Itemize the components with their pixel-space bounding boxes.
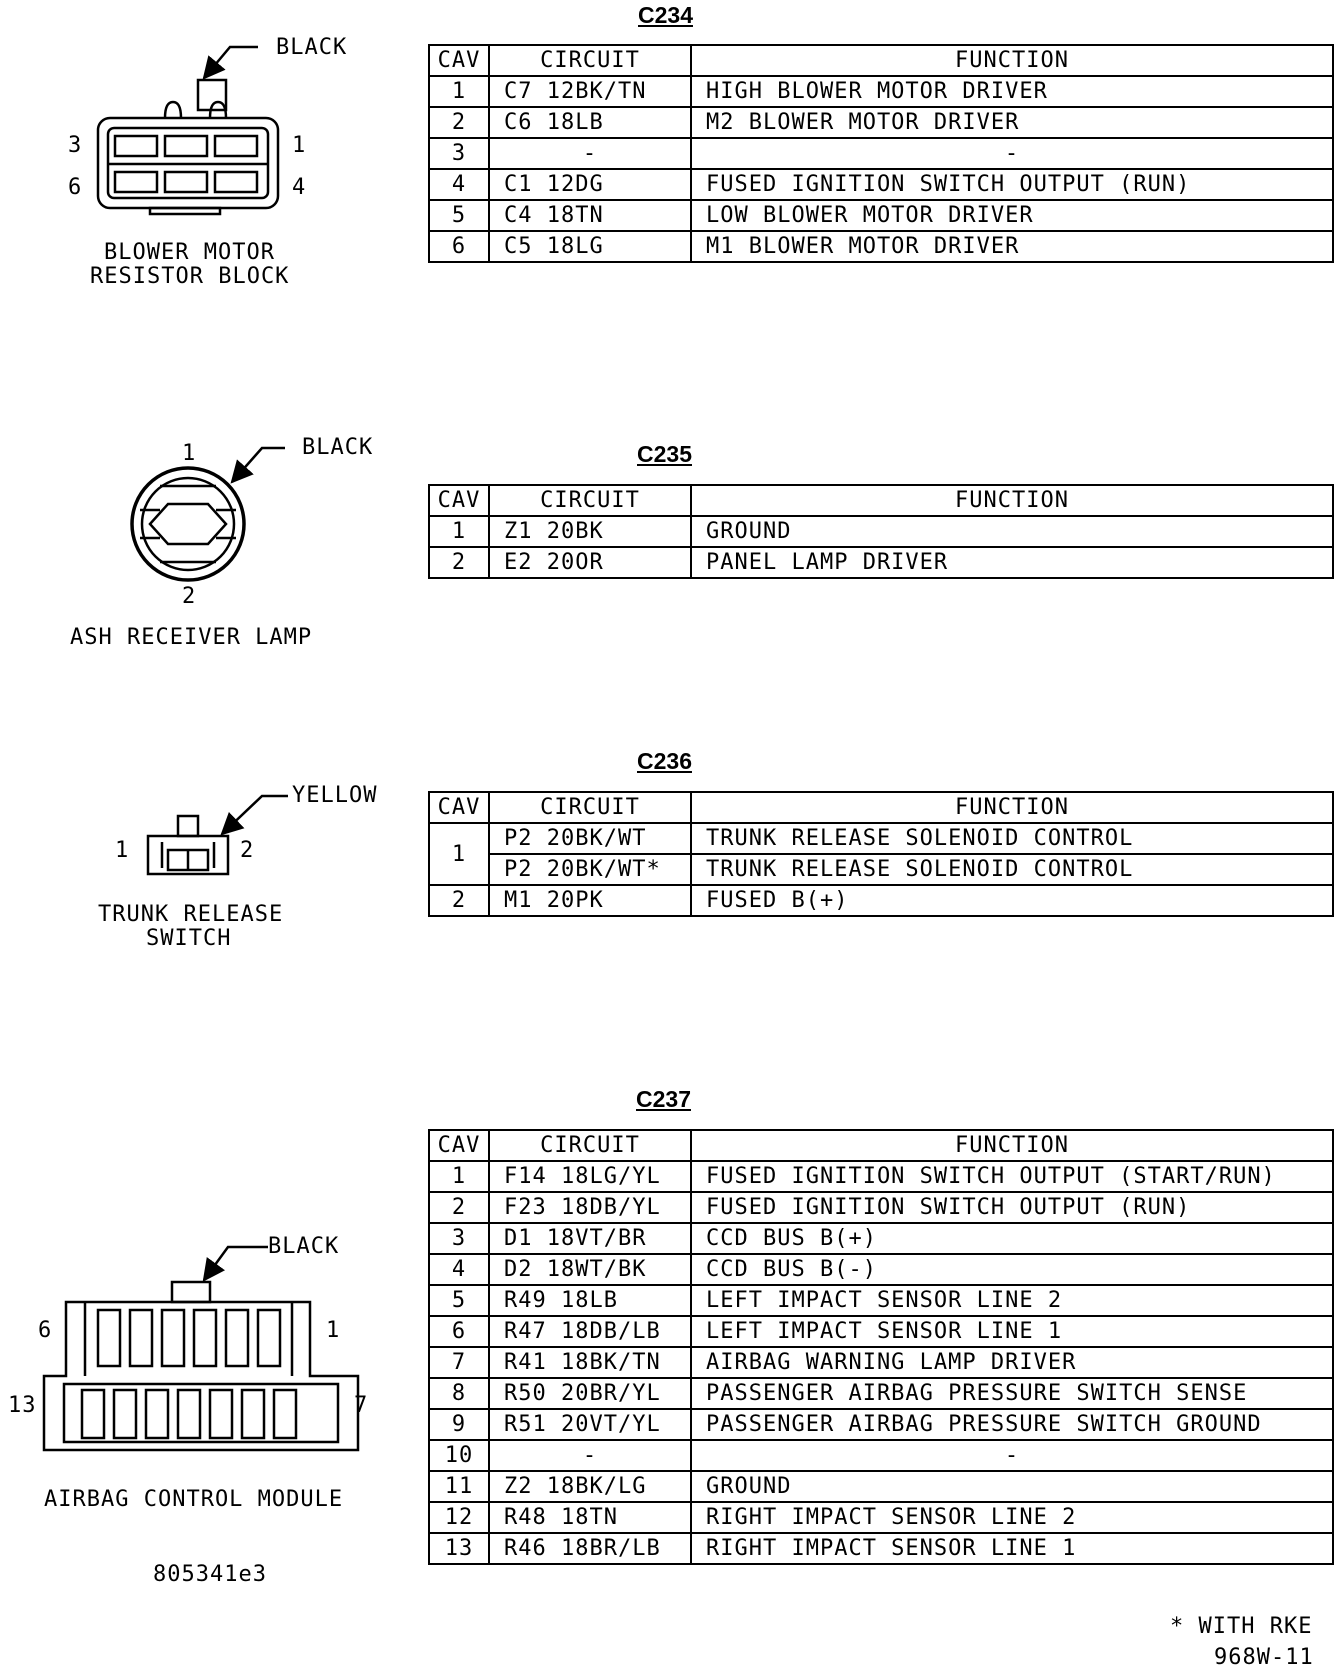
circuit-cell: F14 18LG/YL bbox=[489, 1161, 691, 1192]
table-row bbox=[429, 1285, 1333, 1316]
circuit-cell: P2 20BK/WT* bbox=[489, 854, 691, 885]
table-header-row bbox=[429, 45, 1333, 76]
circuit-cell: C7 12BK/TN bbox=[489, 76, 691, 107]
function-header: FUNCTION bbox=[691, 1130, 1333, 1161]
table-row bbox=[429, 138, 1333, 169]
function-cell: RIGHT IMPACT SENSOR LINE 2 bbox=[691, 1502, 1333, 1533]
circuit-cell: - bbox=[489, 138, 691, 169]
circuit-cell: R50 20BR/YL bbox=[489, 1378, 691, 1409]
cav-cell: 12 bbox=[429, 1502, 489, 1533]
cav-cell: 9 bbox=[429, 1409, 489, 1440]
cav-cell: 10 bbox=[429, 1440, 489, 1471]
table-row bbox=[429, 547, 1333, 578]
c235-pin-1-label: 1 bbox=[182, 441, 197, 466]
table-row bbox=[429, 1378, 1333, 1409]
function-cell: PANEL LAMP DRIVER bbox=[691, 547, 1333, 578]
function-cell: CCD BUS B(-) bbox=[691, 1254, 1333, 1285]
c237-connector-name: AIRBAG CONTROL MODULE bbox=[44, 1487, 344, 1512]
cav-cell: 3 bbox=[429, 138, 489, 169]
circuit-cell: P2 20BK/WT bbox=[489, 823, 691, 854]
function-cell: LEFT IMPACT SENSOR LINE 2 bbox=[691, 1285, 1333, 1316]
circuit-cell: - bbox=[489, 1440, 691, 1471]
cav-header: CAV bbox=[429, 1130, 489, 1161]
c237-color-label: BLACK bbox=[268, 1234, 340, 1259]
function-cell: LOW BLOWER MOTOR DRIVER bbox=[691, 200, 1333, 231]
circuit-cell: Z2 18BK/LG bbox=[489, 1471, 691, 1502]
c237-pin-6-label: 6 bbox=[38, 1318, 53, 1343]
c237-pin-table bbox=[428, 1129, 1334, 1565]
blower-resistor-connector-drawing bbox=[98, 47, 278, 214]
c234-pin-1-label: 1 bbox=[292, 133, 307, 158]
table-header-row bbox=[429, 792, 1333, 823]
circuit-cell: C5 18LG bbox=[489, 231, 691, 262]
table-row bbox=[429, 1223, 1333, 1254]
function-cell: GROUND bbox=[691, 1471, 1333, 1502]
cav-cell: 5 bbox=[429, 200, 489, 231]
cav-header: CAV bbox=[429, 45, 489, 76]
table-row bbox=[429, 169, 1333, 200]
circuit-cell: R47 18DB/LB bbox=[489, 1316, 691, 1347]
c234-pin-3-label: 3 bbox=[68, 133, 83, 158]
table-header-row bbox=[429, 485, 1333, 516]
function-header: FUNCTION bbox=[691, 45, 1333, 76]
cav-cell: 2 bbox=[429, 107, 489, 138]
c236-connector-name-line2: SWITCH bbox=[146, 926, 232, 951]
circuit-cell: E2 20OR bbox=[489, 547, 691, 578]
cav-header: CAV bbox=[429, 792, 489, 823]
function-header: FUNCTION bbox=[691, 485, 1333, 516]
cav-cell: 2 bbox=[429, 885, 489, 916]
function-cell: FUSED IGNITION SWITCH OUTPUT (START/RUN) bbox=[691, 1161, 1333, 1192]
cav-cell: 4 bbox=[429, 169, 489, 200]
table-header-row bbox=[429, 1130, 1333, 1161]
c236-color-label: YELLOW bbox=[292, 783, 378, 808]
function-header: FUNCTION bbox=[691, 792, 1333, 823]
cav-cell: 11 bbox=[429, 1471, 489, 1502]
c234-pin-6-label: 6 bbox=[68, 175, 83, 200]
cav-cell: 2 bbox=[429, 1192, 489, 1223]
function-cell: AIRBAG WARNING LAMP DRIVER bbox=[691, 1347, 1333, 1378]
function-cell: HIGH BLOWER MOTOR DRIVER bbox=[691, 76, 1333, 107]
table-row bbox=[429, 1347, 1333, 1378]
circuit-cell: C1 12DG bbox=[489, 169, 691, 200]
table-row bbox=[429, 1533, 1333, 1564]
c237-pin-1-label: 1 bbox=[326, 1318, 341, 1343]
circuit-cell: F23 18DB/YL bbox=[489, 1192, 691, 1223]
cav-cell: 1 bbox=[429, 1161, 489, 1192]
c234-connector-name-line1: BLOWER MOTOR bbox=[104, 240, 275, 265]
cav-cell: 13 bbox=[429, 1533, 489, 1564]
table-row bbox=[429, 1192, 1333, 1223]
trunk-release-switch-connector-drawing bbox=[148, 796, 288, 874]
table-row bbox=[429, 1440, 1333, 1471]
c236-pin-table bbox=[428, 791, 1334, 917]
c235-connector-name: ASH RECEIVER LAMP bbox=[70, 625, 313, 650]
function-cell: PASSENGER AIRBAG PRESSURE SWITCH GROUND bbox=[691, 1409, 1333, 1440]
cav-cell: 3 bbox=[429, 1223, 489, 1254]
circuit-cell: M1 20PK bbox=[489, 885, 691, 916]
footnote-label: * WITH RKE bbox=[1170, 1614, 1313, 1639]
cav-cell: 1 bbox=[429, 823, 489, 885]
c237-pin-13-label: 13 bbox=[8, 1393, 37, 1418]
c235-pin-2-label: 2 bbox=[182, 584, 197, 609]
table-row bbox=[429, 1316, 1333, 1347]
table-row bbox=[429, 885, 1333, 916]
cav-header: CAV bbox=[429, 485, 489, 516]
circuit-cell: R46 18BR/LB bbox=[489, 1533, 691, 1564]
circuit-header: CIRCUIT bbox=[489, 1130, 691, 1161]
c234-pin-4-label: 4 bbox=[292, 175, 307, 200]
table-row bbox=[429, 200, 1333, 231]
table-row bbox=[429, 231, 1333, 262]
cav-cell: 6 bbox=[429, 1316, 489, 1347]
figure-id-label: 968W-11 bbox=[1214, 1645, 1314, 1670]
table-row bbox=[429, 107, 1333, 138]
cav-cell: 1 bbox=[429, 76, 489, 107]
table-row bbox=[429, 854, 1333, 885]
cav-cell: 6 bbox=[429, 231, 489, 262]
circuit-cell: D2 18WT/BK bbox=[489, 1254, 691, 1285]
table-row bbox=[429, 1502, 1333, 1533]
c237-pin-7-label: 7 bbox=[354, 1393, 369, 1418]
airbag-module-connector-drawing bbox=[44, 1247, 358, 1450]
circuit-cell: R49 18LB bbox=[489, 1285, 691, 1316]
table-row bbox=[429, 516, 1333, 547]
circuit-cell: R48 18TN bbox=[489, 1502, 691, 1533]
cav-cell: 4 bbox=[429, 1254, 489, 1285]
c234-connector-name-line2: RESISTOR BLOCK bbox=[90, 264, 290, 289]
circuit-header: CIRCUIT bbox=[489, 792, 691, 823]
ash-receiver-lamp-connector-drawing bbox=[132, 448, 285, 580]
table-row bbox=[429, 1254, 1333, 1285]
table-row bbox=[429, 76, 1333, 107]
function-cell: FUSED B(+) bbox=[691, 885, 1333, 916]
function-cell: M2 BLOWER MOTOR DRIVER bbox=[691, 107, 1333, 138]
circuit-cell: C6 18LB bbox=[489, 107, 691, 138]
function-cell: GROUND bbox=[691, 516, 1333, 547]
function-cell: M1 BLOWER MOTOR DRIVER bbox=[691, 231, 1333, 262]
circuit-cell: C4 18TN bbox=[489, 200, 691, 231]
function-cell: TRUNK RELEASE SOLENOID CONTROL bbox=[691, 823, 1333, 854]
c235-pin-table bbox=[428, 484, 1334, 579]
c235-color-label: BLACK bbox=[302, 435, 374, 460]
circuit-cell: Z1 20BK bbox=[489, 516, 691, 547]
c236-pin-1-label: 1 bbox=[115, 838, 130, 863]
circuit-cell: R51 20VT/YL bbox=[489, 1409, 691, 1440]
table-row bbox=[429, 1471, 1333, 1502]
circuit-header: CIRCUIT bbox=[489, 485, 691, 516]
function-cell: CCD BUS B(+) bbox=[691, 1223, 1333, 1254]
cav-cell: 8 bbox=[429, 1378, 489, 1409]
c234-color-label: BLACK bbox=[276, 35, 348, 60]
function-cell: - bbox=[691, 1440, 1333, 1471]
c235-title: C235 bbox=[637, 441, 692, 467]
circuit-cell: D1 18VT/BR bbox=[489, 1223, 691, 1254]
circuit-header: CIRCUIT bbox=[489, 45, 691, 76]
c236-connector-name-line1: TRUNK RELEASE bbox=[98, 902, 284, 927]
c237-title: C237 bbox=[636, 1086, 691, 1112]
c236-pin-2-label: 2 bbox=[240, 838, 255, 863]
function-cell: TRUNK RELEASE SOLENOID CONTROL bbox=[691, 854, 1333, 885]
circuit-cell: R41 18BK/TN bbox=[489, 1347, 691, 1378]
c234-pin-table bbox=[428, 44, 1334, 263]
cav-cell: 5 bbox=[429, 1285, 489, 1316]
image-id-label: 805341e3 bbox=[153, 1562, 267, 1587]
function-cell: FUSED IGNITION SWITCH OUTPUT (RUN) bbox=[691, 169, 1333, 200]
c234-title: C234 bbox=[638, 2, 693, 28]
function-cell: PASSENGER AIRBAG PRESSURE SWITCH SENSE bbox=[691, 1378, 1333, 1409]
cav-cell: 2 bbox=[429, 547, 489, 578]
table-row bbox=[429, 1409, 1333, 1440]
cav-cell: 1 bbox=[429, 516, 489, 547]
table-row bbox=[429, 1161, 1333, 1192]
function-cell: FUSED IGNITION SWITCH OUTPUT (RUN) bbox=[691, 1192, 1333, 1223]
table-row bbox=[429, 823, 1333, 854]
c236-title: C236 bbox=[637, 748, 692, 774]
function-cell: LEFT IMPACT SENSOR LINE 1 bbox=[691, 1316, 1333, 1347]
function-cell: - bbox=[691, 138, 1333, 169]
function-cell: RIGHT IMPACT SENSOR LINE 1 bbox=[691, 1533, 1333, 1564]
cav-cell: 7 bbox=[429, 1347, 489, 1378]
